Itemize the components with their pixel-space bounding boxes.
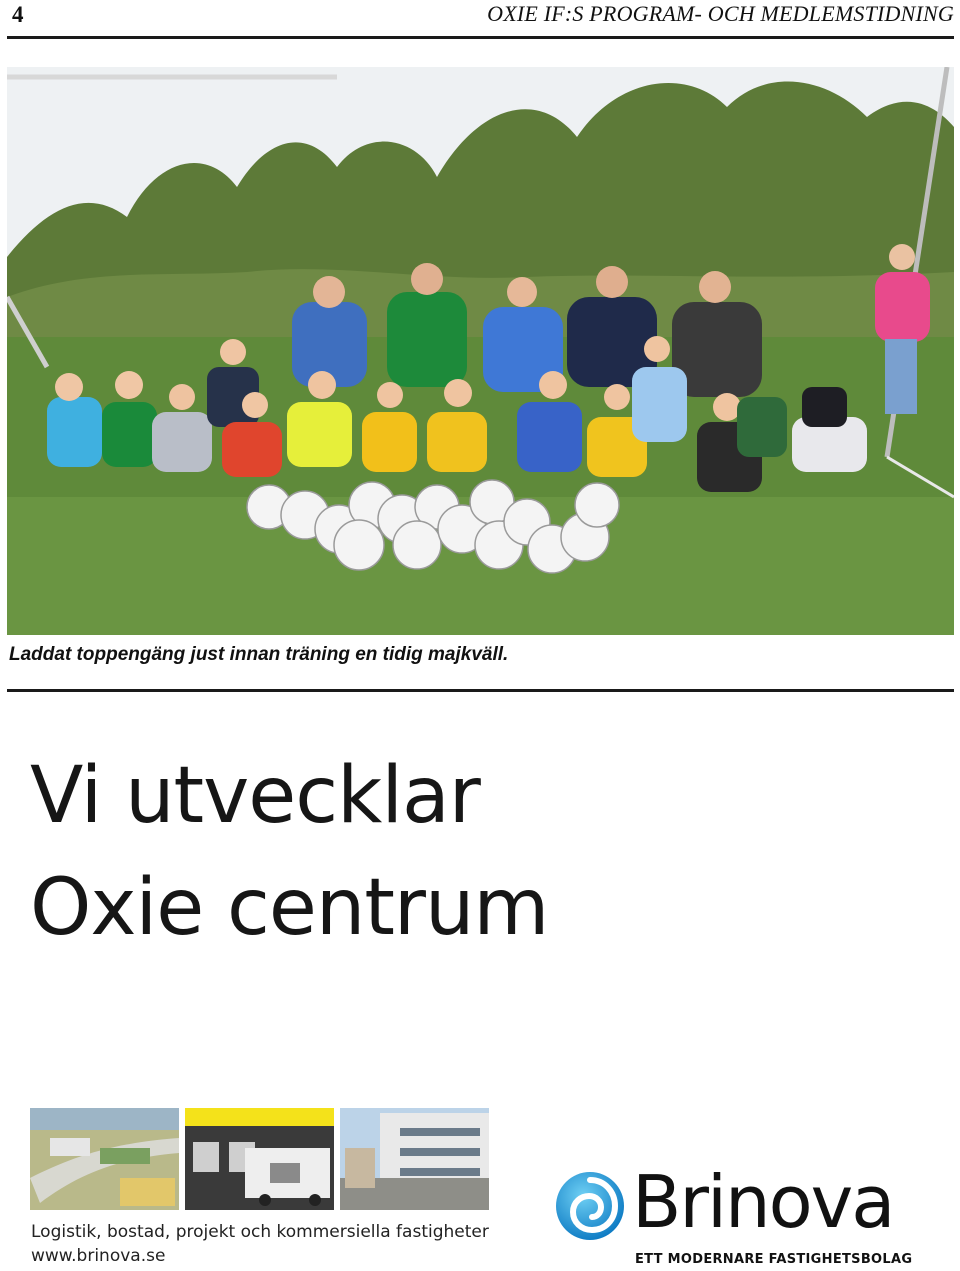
page-number: 4 (12, 2, 24, 27)
city-building-photo (340, 1108, 489, 1210)
photo-caption: Laddat toppengäng just innan träning en tidig majkväll. (9, 644, 509, 665)
page-header (8, 0, 954, 36)
brand-slogan: ETT MODERNARE FASTIGHETSBOLAG (635, 1252, 913, 1267)
warehouse-truck-photo (185, 1108, 334, 1210)
publication-title: OXIE IF:S PROGRAM- OCH MEDLEMSTIDNING (487, 1, 954, 26)
logistics-aerial-photo (30, 1108, 179, 1210)
headline-line-1: Vi utvecklar (30, 751, 480, 841)
advert-tagline: Logistik, bostad, projekt och kommersiella fastigheter (31, 1222, 489, 1242)
advert-website[interactable]: www.brinova.se (31, 1246, 166, 1266)
headline-line-2: Oxie centrum (30, 863, 549, 953)
team-photo (7, 67, 954, 635)
header-divider (7, 36, 954, 39)
section-divider (7, 689, 954, 692)
advert-headline (30, 740, 548, 964)
brand-name: Brinova (632, 1160, 894, 1244)
brinova-logo-icon (555, 1170, 625, 1242)
